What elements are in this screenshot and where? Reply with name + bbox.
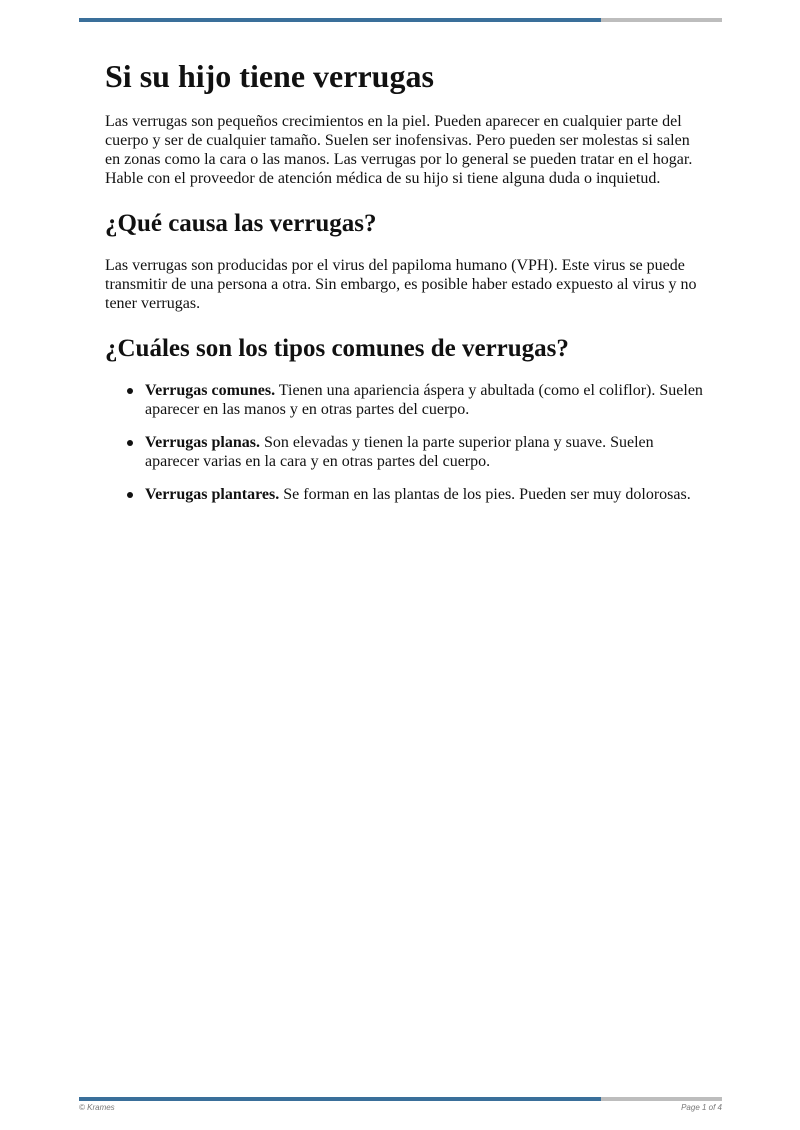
footer-page-number: Page 1 of 4: [681, 1103, 722, 1112]
header-rule-gray: [601, 18, 722, 22]
footer-copyright: © Krames: [79, 1103, 115, 1112]
list-item-text: Son elevadas y tienen la parte superior plana y suave. Suelen aparecer varias en la cara y en otras partes del cuerpo.: [145, 434, 654, 470]
list-item-text: Se forman en las plantas de los pies. Pueden ser muy dolorosas.: [279, 486, 691, 503]
list-item: [145, 485, 705, 504]
header-rule: [79, 18, 722, 22]
section-heading-types: ¿Cuáles son los tipos comunes de verrugas?: [105, 335, 569, 362]
section-heading-causes: ¿Qué causa las verrugas?: [105, 210, 377, 237]
list-item: [145, 381, 705, 419]
list-item-text: Tienen una apariencia áspera y abultada (como el coliflor). Suelen aparecer en las manos y en otras partes del cuerpo.: [145, 382, 703, 418]
list-item: [145, 433, 705, 471]
page-title: Si su hijo tiene verrugas: [105, 58, 434, 94]
intro-paragraph: Las verrugas son pequeños crecimientos en la piel. Pueden aparecer en cualquier parte del cuerpo y ser de cualquier tamaño. Suelen ser inofensivas. Pero pueden ser molestas si salen en zonas como la cara o las manos. Las verrugas por lo general se pueden tratar en el hogar. Hable con el proveedor de atención médica de su hijo si tiene alguna duda o inquietud.: [105, 113, 693, 187]
list-item-term: Verrugas planas.: [145, 434, 260, 451]
wart-types-list: [105, 381, 705, 504]
list-item-term: Verrugas plantares.: [145, 486, 280, 503]
footer-rule-accent: [79, 1097, 601, 1101]
footer-rule: [79, 1097, 722, 1101]
list-item-term: Verrugas comunes.: [145, 382, 276, 399]
document-body: [105, 56, 705, 518]
footer-rule-gray: [601, 1097, 722, 1101]
causes-paragraph: Las verrugas son producidas por el virus del papiloma humano (VPH). Este virus se puede transmitir de una persona a otra. Sin embargo, es posible haber estado expuesto al virus y no tener verrugas.: [105, 257, 697, 312]
header-rule-accent: [79, 18, 601, 22]
